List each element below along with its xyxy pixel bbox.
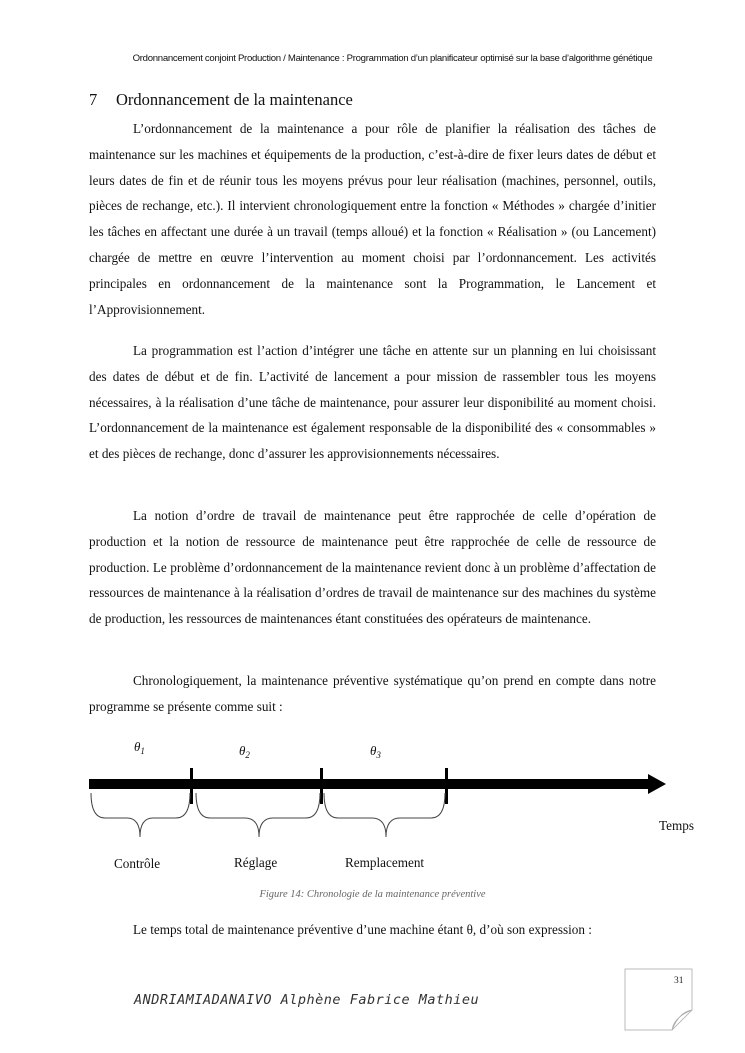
axis-label-temps: Temps xyxy=(659,818,694,833)
theta-3-label: $\theta_3$ xyxy=(370,743,381,760)
section-heading xyxy=(89,90,353,110)
section-number: 7 xyxy=(89,90,98,109)
paragraph-3: La notion d’ordre de travail de maintenance peut être rapprochée de celle d’opération de production et la notion de ressource de maintenance peut être rapprochée de celle de ressource de production. Le problème d’ordonnancement de la maintenance revient donc à un problème d’affectation de ressources de maintenance à la réalisation d’ordres de travail de maintenance sur des machines du système de production, les ressources de maintenances étant constituées des opérateurs de maintenance. xyxy=(89,508,656,627)
phase-label-remplacement: Remplacement xyxy=(345,855,425,870)
paragraph-4: Chronologiquement, la maintenance préventive systématique qu’on prend en compte dans notre programme se présente comme suit : xyxy=(89,673,656,714)
phase-tick-2 xyxy=(320,768,323,804)
maintenance-timeline-figure xyxy=(0,735,745,880)
paragraph-2: La programmation est l’action d’intégrer une tâche en attente sur un planning en lui choisissant des dates de début et de fin. L’activité de lancement a pour mission de rassembler tous les moyens nécessaires, à la réalisation d’une tâche de maintenance, pour assurer leur disponibilité au moment choisi. L’ordonnancement de la maintenance est également responsable de la disponibilité des « consommables » et des pièces de rechange, donc d’assurer les approvisionnements nécessaires. xyxy=(89,343,656,462)
phase-tick-1 xyxy=(190,768,193,804)
paragraph-1: L’ordonnancement de la maintenance a pour rôle de planifier la réalisation des tâches de maintenance sur les machines et équipements de la production, c’est-à-dire de fixer leurs dates de début et leurs dates de fin et de réunir tous les moyens prévus pour leur réalisation (machines, personnel, outils, pièces de rechange, etc.). Il intervient chronologiquement entre la fonction « Méthodes » chargée d’initier les tâches en affectant une durée à un travail (temps alloué) et la fonction « Réalisation » (ou Lancement) chargée de mettre en œuvre l’intervention au moment choisi par l’ordonnancement. Les activités principales en ordonnancement de la maintenance sont la Programmation, le Lancement et l’Approvisionnement. xyxy=(89,121,656,317)
phase-tick-3 xyxy=(445,768,448,804)
paragraph-5: Le temps total de maintenance préventive d’une machine étant θ, d’où son expression : xyxy=(133,922,592,937)
theta-2-label: $\theta_2$ xyxy=(239,743,250,760)
brace-reglage xyxy=(196,793,320,837)
figure-caption: Figure 14: Chronologie de la maintenance préventive xyxy=(259,889,486,900)
page-number: 31 xyxy=(674,976,684,986)
brace-remplacement xyxy=(324,793,445,837)
time-axis-bar xyxy=(89,779,651,789)
theta-1-label: $\theta_1$ xyxy=(134,739,145,756)
time-axis-arrowhead xyxy=(648,774,666,794)
author-footer: ANDRIAMIADANAIVO Alphène Fabrice Mathieu xyxy=(134,992,480,1008)
section-title: Ordonnancement de la maintenance xyxy=(116,90,353,109)
phase-label-reglage: Réglage xyxy=(234,855,278,870)
running-header: Ordonnancement conjoint Production / Maintenance : Programmation d’un planificateur optimisé sur la base d’algorithme génétique xyxy=(132,53,653,64)
brace-controle xyxy=(91,793,190,837)
phase-label-controle: Contrôle xyxy=(114,856,161,871)
